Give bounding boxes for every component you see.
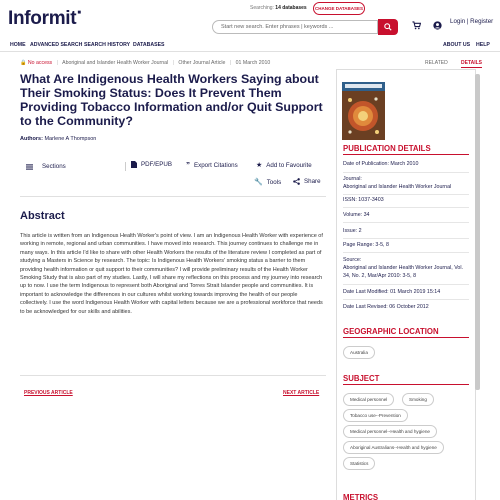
pdf-epub-button[interactable]: [131, 161, 172, 168]
breadcrumb-type: Other Journal Article: [178, 60, 226, 66]
subject-chip[interactable]: Tobacco use--Prevention: [343, 409, 408, 422]
source-value: Aboriginal and Islander Health Worker Journal, Vol. 34, No. 2, Mar/Apr 2010: 3-5, 8: [343, 264, 464, 279]
list-icon: [26, 164, 33, 170]
geographic-location-heading: GEOGRAPHIC LOCATION: [343, 327, 439, 336]
breadcrumb-journal[interactable]: Aboriginal and Islander Health Worker Journal: [62, 60, 169, 66]
nav-databases[interactable]: DATABASES: [133, 42, 165, 48]
change-databases-button[interactable]: CHANGE DATABASES: [313, 2, 365, 15]
nav-search-history[interactable]: SEARCH HISTORY: [84, 42, 131, 48]
detail-divider: [343, 252, 469, 253]
search-input[interactable]: Start new search. Enter phrases | keywords ...: [212, 20, 378, 34]
next-article-link[interactable]: NEXT ARTICLE: [283, 390, 320, 396]
nav-divider: [0, 51, 500, 52]
logo-text: Informit: [8, 8, 77, 29]
tools-label: Tools: [266, 178, 282, 186]
toolbar-divider: [125, 162, 126, 171]
publication-date-value: March 2010: [390, 161, 419, 167]
publication-date-label: Date of Publication:: [343, 161, 389, 167]
detail-divider: [343, 194, 469, 195]
source-label: Source:: [343, 257, 362, 263]
quote-icon: ”: [186, 161, 190, 170]
subject-chip[interactable]: Statistics: [343, 457, 375, 470]
subject-chip[interactable]: Medical personnel: [343, 393, 394, 406]
metrics-heading: METRICS: [343, 493, 379, 500]
share-label: Share: [304, 178, 321, 185]
last-revised-detail: Date Last Revised: 06 October 2012: [343, 304, 429, 310]
breadcrumb: 🔒 No access | Aboriginal and Islander Health Worker Journal | Other Journal Article | 01 March 2010: [20, 60, 271, 66]
tab-related[interactable]: RELATED: [425, 60, 448, 66]
journal-detail: [343, 176, 471, 192]
journal-label: Journal:: [343, 176, 362, 182]
wrench-icon: 🔧: [254, 179, 263, 186]
detail-divider: [343, 222, 469, 223]
subject-chip[interactable]: Aboriginal Australians--Health and hygiene: [343, 441, 444, 454]
nav-about-us[interactable]: ABOUT US: [443, 42, 471, 48]
volume-detail: Volume: 34: [343, 212, 370, 218]
abstract-heading: Abstract: [20, 210, 65, 222]
pdf-epub-label: PDF/EPUB: [141, 161, 172, 168]
search-button[interactable]: [378, 19, 398, 35]
authors-label: Authors:: [20, 136, 43, 142]
sections-label: Sections: [42, 163, 66, 170]
breadcrumb-date: 01 March 2010: [235, 60, 271, 66]
page-range-detail: Page Range: 3-5, 8: [343, 242, 389, 248]
cart-icon[interactable]: [412, 17, 421, 35]
pager-divider: [20, 375, 326, 376]
article-title: What Are Indigenous Health Workers Saying about Their Smoking Status: Does It Prevent Them Providing Tobacco Information and/or Quit Support to the Community?: [20, 72, 323, 128]
subject-rule: [343, 384, 469, 385]
issn-detail: ISSN: 1037-3403: [343, 197, 384, 203]
add-to-favourite-button[interactable]: [256, 161, 312, 169]
lock-icon: 🔒: [20, 60, 27, 66]
access-status: No access: [27, 60, 53, 66]
source-detail: [343, 257, 471, 280]
detail-divider: [343, 299, 469, 300]
previous-article-link[interactable]: PREVIOUS ARTICLE: [24, 390, 73, 396]
user-icon[interactable]: [433, 17, 442, 35]
sections-button[interactable]: [26, 163, 66, 170]
nav-home[interactable]: HOME: [10, 42, 26, 48]
tools-button[interactable]: [254, 178, 281, 186]
searching-prefix: Searching:: [250, 5, 274, 11]
detail-divider: [343, 238, 469, 239]
add-to-favourite-label: Add to Favourite: [266, 161, 312, 169]
publication-details-heading: PUBLICATION DETAILS: [343, 144, 431, 153]
tab-details[interactable]: DETAILS: [461, 60, 483, 66]
detail-divider: [343, 284, 469, 285]
detail-divider: [343, 207, 469, 208]
subject-heading: SUBJECT: [343, 374, 380, 383]
subject-chip[interactable]: Medical personnel--Health and hygiene: [343, 425, 437, 438]
logo-mark: ■: [77, 10, 81, 16]
geo-chip-australia[interactable]: Australia: [343, 346, 375, 359]
journal-cover-image[interactable]: [342, 82, 385, 140]
login-register-link[interactable]: Login | Register: [450, 18, 494, 25]
share-icon: [293, 178, 300, 185]
last-modified-detail: Date Last Modified: 01 March 2019 15:14: [343, 289, 441, 295]
document-icon: [131, 161, 137, 168]
author-link[interactable]: Marlene A Thompson: [44, 136, 97, 142]
abstract-text: This article is written from an Indigenous Health Worker's point of view. I am an Indigenous Health Worker with experience of working in remote, regional and urban communities. I have moved into research. This journey continues to challenge me in many ways. In this article I'd like to share with other Health Workers the results of the literature review I completed as part of studying a Masters in Science by research. The topic: Is Indigenous Health Workers' smoking status a barrier to them providing health information or quit support to their communities? I will provide preliminary results of the Health Worker Smoking Study that is also part of my studies. Lastly, I will share my reflections on this process and my journey into research up to now. I use the term Indigenous to represent both Aboriginal and Torres Strait Islander people and communities. It is important to acknowledge the differences in our cultures whilst working towards improving the health of our people collectively. I use the word Indigenous Health Worker with capital letters because we are a professional workforce that needs to be acknowledged for our skills and abilities.: [20, 233, 323, 315]
search-icon: [384, 23, 392, 31]
searching-status: [250, 5, 307, 11]
subject-chip[interactable]: Smoking: [402, 393, 434, 406]
nav-help[interactable]: HELP: [476, 42, 490, 48]
nav-advanced-search[interactable]: ADVANCED SEARCH: [30, 42, 83, 48]
export-citations-label: Export Citations: [194, 162, 238, 169]
export-citations-button[interactable]: [186, 161, 238, 170]
share-button[interactable]: [293, 178, 321, 185]
toolbar-divider-bottom: [20, 196, 326, 197]
geographic-location-rule: [343, 337, 469, 338]
star-icon: ★: [256, 162, 263, 169]
journal-value[interactable]: Aboriginal and Islander Health Worker Journal: [343, 183, 452, 190]
panel-scrollbar[interactable]: [475, 74, 480, 390]
publication-date: [343, 161, 471, 169]
authors: [20, 136, 96, 142]
detail-divider: [343, 172, 469, 173]
issue-detail: Issue: 2: [343, 228, 362, 234]
publication-details-rule: [343, 154, 469, 155]
searching-count: 14 databases: [275, 5, 307, 11]
informit-logo[interactable]: [8, 8, 81, 30]
